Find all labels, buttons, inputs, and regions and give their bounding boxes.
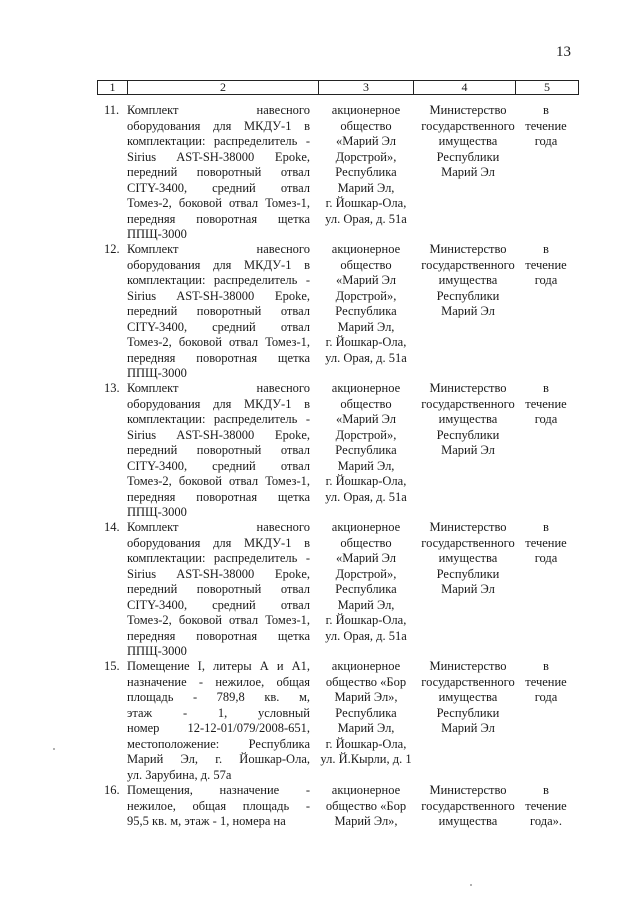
item-line: Комплект навесного — [127, 520, 310, 534]
page-number: 13 — [556, 44, 571, 60]
authority-name — [416, 242, 520, 320]
owner-name-line: общество — [340, 257, 392, 272]
item-line: площадь - 789,8 кв. м, — [127, 690, 310, 704]
header-col-5: 5 — [544, 80, 550, 94]
row-number: 16. — [104, 783, 120, 797]
authority-name-line: государственного — [421, 118, 515, 133]
item-line: комплектации: распределитель - — [127, 412, 310, 426]
authority-name-line: государственного — [421, 535, 515, 550]
term-text-line: в — [543, 520, 549, 534]
owner-name-line: Марий Эл», — [334, 814, 398, 828]
term-text-line: течение — [525, 396, 567, 411]
owner-name-line: общество — [340, 535, 392, 550]
item-line: назначение - нежилое, общая — [127, 674, 310, 689]
item-line: оборудования для МКДУ-1 в — [127, 118, 310, 133]
owner-name-line: Дорстрой», — [335, 427, 397, 442]
owner-name-line: «Марий Эл — [336, 273, 396, 287]
item-line: Помещения, назначение - — [127, 783, 310, 797]
table-body — [0, 103, 640, 843]
row-number: 15. — [104, 659, 120, 673]
authority-name-line: Марий Эл — [441, 721, 495, 735]
authority-name — [416, 520, 520, 598]
term-text-line: года — [534, 690, 558, 704]
item-description — [127, 783, 310, 830]
term-text-line: в — [543, 242, 549, 256]
item-line: передний поворотный отвал — [127, 443, 310, 457]
item-line: Sirius AST-SH-38000 Epoke, — [127, 427, 310, 442]
item-line: CITY-3400, средний отвал — [127, 180, 310, 195]
term-text-line: в — [543, 783, 549, 797]
authority-name-line: Министерство — [429, 381, 507, 395]
authority-name-line: Марий Эл — [441, 165, 495, 179]
owner-name-line: акционерное — [331, 381, 401, 395]
term-text-line: течение — [525, 535, 567, 550]
owner-name — [316, 659, 416, 768]
authority-name-line: Республики — [436, 427, 500, 442]
owner-name-line: г. Йошкар-Ола, — [325, 335, 407, 349]
owner-name-line: Республика — [335, 443, 397, 457]
term-text-line: течение — [525, 257, 567, 272]
authority-name-line: государственного — [421, 798, 515, 813]
owner-name-line: общество — [340, 396, 392, 411]
item-line: оборудования для МКДУ-1 в — [127, 535, 310, 550]
owner-name — [316, 103, 416, 227]
owner-name-line: г. Йошкар-Ола, — [325, 736, 407, 751]
table-header-row — [97, 80, 579, 95]
owner-name-line: общество — [340, 118, 392, 133]
owner-name-line: ул. Орая, д. 51а — [325, 489, 407, 504]
owner-name-line: акционерное — [331, 103, 401, 117]
authority-name-line: Министерство — [429, 103, 507, 117]
item-line: комплектации: распределитель - — [127, 551, 310, 565]
owner-name-line: ул. Орая, д. 51а — [325, 628, 407, 643]
item-line: Sirius AST-SH-38000 Epoke, — [127, 149, 310, 164]
owner-name-line: Дорстрой», — [335, 566, 397, 581]
owner-name-line: Марий Эл, — [337, 319, 395, 334]
owner-name — [316, 520, 416, 644]
item-line: оборудования для МКДУ-1 в — [127, 257, 310, 272]
authority-name-line: Марий Эл — [441, 304, 495, 318]
authority-name-line: имущества — [438, 551, 498, 565]
table-row — [0, 783, 640, 843]
term-text-line: года — [534, 134, 558, 148]
authority-name-line: Министерство — [429, 520, 507, 534]
owner-name-line: акционерное — [331, 520, 401, 534]
item-line: Sirius AST-SH-38000 Epoke, — [127, 288, 310, 303]
authority-name-line: имущества — [438, 273, 498, 287]
authority-name-line: Республики — [436, 566, 500, 581]
item-line: Томез-2, боковой отвал Томез-1, — [127, 196, 310, 210]
owner-name-line: Республика — [335, 304, 397, 318]
owner-name-line: Марий Эл», — [334, 690, 398, 704]
item-line: Комплект навесного — [127, 103, 310, 117]
owner-name — [316, 783, 416, 830]
authority-name-line: Министерство — [429, 659, 507, 673]
owner-name-line: Республика — [335, 705, 397, 720]
owner-name-line: ул. Орая, д. 51а — [325, 211, 407, 226]
authority-name — [416, 783, 520, 830]
authority-name — [416, 381, 520, 459]
authority-name-line: Министерство — [429, 242, 507, 256]
item-line: ППЩ-3000 — [127, 227, 187, 241]
item-line: этаж - 1, условный — [127, 705, 310, 720]
item-line: номер 12-12-01/079/2008-651, — [127, 721, 310, 735]
term-text-line: течение — [525, 798, 567, 813]
row-number: 12. — [104, 242, 120, 256]
owner-name-line: Марий Эл, — [337, 458, 395, 473]
term-text-line: течение — [525, 674, 567, 689]
table-row — [0, 381, 640, 520]
header-col-3: 3 — [319, 81, 414, 94]
authority-name-line: имущества — [438, 690, 498, 704]
owner-name-line: акционерное — [331, 659, 401, 673]
item-line: передняя поворотная щетка — [127, 211, 310, 226]
item-line: передняя поворотная щетка — [127, 628, 310, 643]
item-line: комплектации: распределитель - — [127, 134, 310, 148]
item-line: передний поворотный отвал — [127, 582, 310, 596]
owner-name-line: г. Йошкар-Ола, — [325, 613, 407, 627]
table-row — [0, 659, 640, 783]
term-text — [518, 242, 574, 289]
authority-name-line: государственного — [421, 257, 515, 272]
owner-name-line: г. Йошкар-Ола, — [325, 474, 407, 488]
owner-name-line: Марий Эл, — [337, 721, 395, 735]
owner-name-line: Республика — [335, 165, 397, 179]
item-line: передний поворотный отвал — [127, 165, 310, 179]
owner-name-line: Дорстрой», — [335, 288, 397, 303]
owner-name-line: акционерное — [331, 783, 401, 797]
item-line: ППЩ-3000 — [127, 505, 187, 519]
header-col-4: 4 — [414, 81, 516, 94]
item-line: CITY-3400, средний отвал — [127, 597, 310, 612]
table-row — [0, 103, 640, 242]
item-description — [127, 242, 310, 382]
item-line: Томез-2, боковой отвал Томез-1, — [127, 613, 310, 627]
item-description — [127, 520, 310, 660]
authority-name-line: Республики — [436, 149, 500, 164]
item-line: Томез-2, боковой отвал Томез-1, — [127, 474, 310, 488]
authority-name-line: Марий Эл — [441, 582, 495, 596]
item-description — [127, 659, 310, 783]
authority-name-line: Республики — [436, 705, 500, 720]
term-text-line: в — [543, 659, 549, 673]
item-line: ППЩ-3000 — [127, 366, 187, 380]
owner-name-line: общество «Бор — [325, 674, 407, 689]
term-text — [518, 783, 574, 830]
owner-name-line: Марий Эл, — [337, 180, 395, 195]
term-text — [518, 103, 574, 150]
owner-name-line: «Марий Эл — [336, 551, 396, 565]
table-row — [0, 242, 640, 381]
authority-name-line: Министерство — [429, 783, 507, 797]
item-line: передняя поворотная щетка — [127, 350, 310, 365]
term-text — [518, 381, 574, 428]
term-text-line: года». — [530, 814, 562, 828]
item-line: CITY-3400, средний отвал — [127, 319, 310, 334]
table-row — [0, 520, 640, 659]
authority-name-line: Республики — [436, 288, 500, 303]
row-number: 14. — [104, 520, 120, 534]
owner-name — [316, 242, 416, 366]
authority-name — [416, 659, 520, 737]
item-line: Помещение I, литеры А и А1, — [127, 659, 310, 673]
term-text — [518, 520, 574, 567]
item-line: местоположение: Республика — [127, 736, 310, 751]
owner-name-line: общество «Бор — [325, 798, 407, 813]
term-text-line: в — [543, 103, 549, 117]
authority-name-line: имущества — [438, 412, 498, 426]
owner-name-line: «Марий Эл — [336, 134, 396, 148]
item-line: Комплект навесного — [127, 381, 310, 395]
item-line: нежилое, общая площадь - — [127, 798, 310, 813]
authority-name-line: имущества — [438, 134, 498, 148]
owner-name-line: Марий Эл, — [337, 597, 395, 612]
scan-speck — [470, 884, 472, 886]
authority-name-line: государственного — [421, 396, 515, 411]
owner-name — [316, 381, 416, 505]
header-col-2: 2 — [128, 81, 319, 94]
authority-name-line: имущества — [438, 814, 498, 828]
item-line: ППЩ-3000 — [127, 644, 187, 658]
term-text-line: года — [534, 412, 558, 426]
header-col-1: 1 — [98, 81, 128, 94]
item-line: Марий Эл, г. Йошкар-Ола, — [127, 752, 310, 766]
owner-name-line: акционерное — [331, 242, 401, 256]
owner-name-line: «Марий Эл — [336, 412, 396, 426]
term-text-line: в — [543, 381, 549, 395]
authority-name-line: Марий Эл — [441, 443, 495, 457]
owner-name-line: ул. Й.Кырли, д. 1 — [320, 752, 412, 766]
item-line: комплектации: распределитель - — [127, 273, 310, 287]
term-text-line: течение — [525, 118, 567, 133]
term-text-line: года — [534, 551, 558, 565]
item-line: передняя поворотная щетка — [127, 489, 310, 504]
owner-name-line: Республика — [335, 582, 397, 596]
owner-name-line: Дорстрой», — [335, 149, 397, 164]
item-line: ул. Зарубина, д. 57а — [127, 767, 232, 782]
row-number: 11. — [104, 103, 120, 117]
authority-name-line: государственного — [421, 674, 515, 689]
owner-name-line: г. Йошкар-Ола, — [325, 196, 407, 210]
item-line: Sirius AST-SH-38000 Epoke, — [127, 566, 310, 581]
term-text-line: года — [534, 273, 558, 287]
term-text — [518, 659, 574, 706]
item-description — [127, 103, 310, 243]
item-line: 95,5 кв. м, этаж - 1, номера на — [127, 814, 286, 828]
owner-name-line: ул. Орая, д. 51а — [325, 350, 407, 365]
authority-name — [416, 103, 520, 181]
scan-speck — [53, 748, 55, 750]
item-description — [127, 381, 310, 521]
item-line: передний поворотный отвал — [127, 304, 310, 318]
item-line: Комплект навесного — [127, 242, 310, 256]
row-number: 13. — [104, 381, 120, 395]
item-line: Томез-2, боковой отвал Томез-1, — [127, 335, 310, 349]
item-line: оборудования для МКДУ-1 в — [127, 396, 310, 411]
item-line: CITY-3400, средний отвал — [127, 458, 310, 473]
